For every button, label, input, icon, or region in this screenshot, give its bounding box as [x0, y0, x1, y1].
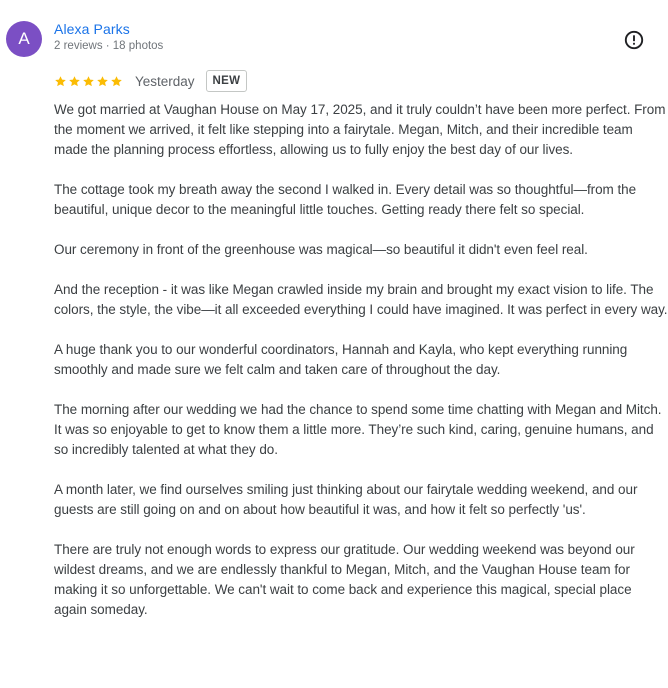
star-icon: [54, 75, 67, 88]
review-paragraph: A huge thank you to our wonderful coordinators, Hannah and Kayla, who kept everything running smoothly and made sure we felt calm and taken care of throughout the day.: [54, 342, 628, 377]
review-paragraph: The cottage took my breath away the second I walked in. Every detail was so thoughtful—from the beautiful, unique decor to the meaningful little touches. Getting ready there felt so special.: [54, 182, 637, 217]
reviewer-name[interactable]: Alexa Parks: [54, 21, 130, 37]
review-paragraph: We got married at Vaughan House on May 17, 2025, and it truly couldn’t have been more perfect. From the moment we arrived, it felt like stepping into a fairytale. Megan, Mitch, and their incredible team made the planning process effortless, allowing us to fully enjoy the best day of our lives.: [54, 102, 666, 157]
review-text: [54, 100, 668, 640]
new-badge: NEW: [206, 70, 248, 92]
star-icon: [68, 75, 81, 88]
review-date: Yesterday: [135, 73, 195, 89]
star-icon: [110, 75, 123, 88]
avatar[interactable]: A: [6, 21, 42, 57]
star-icon: [96, 75, 109, 88]
review-paragraph: The morning after our wedding we had the chance to spend some time chatting with Megan and Mitch. It was so enjoyable to get to know them a little more. They’re such kind, caring, genuine humans, and so incredibly talented at what they do.: [54, 402, 662, 457]
star-rating: [54, 75, 124, 88]
reviewer-meta: 2 reviews · 18 photos: [54, 40, 164, 52]
report-review-button[interactable]: [623, 29, 645, 51]
rating-row: [54, 69, 247, 93]
review-paragraph: Our ceremony in front of the greenhouse was magical—so beautiful it didn't even feel real.: [54, 242, 588, 257]
review-paragraph: And the reception - it was like Megan crawled inside my brain and brought my exact vision to life. The colors, the style, the vibe—it all exceeded everything I could have imagined. It was perfect in every way.: [54, 282, 668, 317]
alert-circle-icon: [623, 29, 645, 51]
star-icon: [82, 75, 95, 88]
review-paragraph: There are truly not enough words to express our gratitude. Our wedding weekend was beyond our wildest dreams, and we are endlessly thankful to Megan, Mitch, and the Vaughan House team for making it so unforgettable. We can't wait to come back and experience this magical, special place again someday.: [54, 542, 635, 617]
review-paragraph: A month later, we find ourselves smiling just thinking about our fairytale wedding weekend, and our guests are still going on and on about how beautiful it was, and how it felt so perfectly 'us'.: [54, 482, 638, 517]
